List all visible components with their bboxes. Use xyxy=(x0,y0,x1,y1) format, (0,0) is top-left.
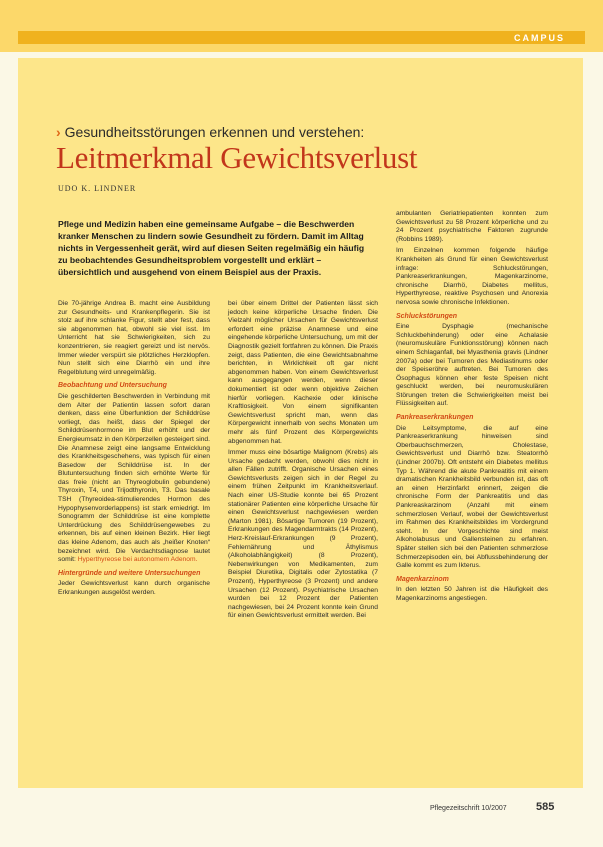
header-band xyxy=(0,0,603,52)
section-bar xyxy=(18,31,585,44)
text-column-2 xyxy=(228,300,378,624)
paragraph: Jeder Gewichtsverlust kann durch organische Erkrankungen ausgelöst werden. xyxy=(58,580,210,596)
paragraph: ambulanten Geriatriepatienten konnten zum Gewichtsverlust zu 58 Prozent körperliche und zu 24 Prozent psychiatrische Faktoren zugrunde (Robbins 1989). xyxy=(396,210,548,243)
subheading: Schluckstörungen xyxy=(396,312,458,320)
paragraph: bei über einem Drittel der Patienten lässt sich jedoch keine körperliche Ursache finden. Die Vielzahl möglicher Ursachen für Gewichtsverlust erfordert eine präzise Anamnese und eine eingehende körperliche Untersuchung, um mit der Diagnostik gezielt fortfahren zu können. Die Praxis zeigt, dass Patienten, die eine Gewichtsabnahme berichten, in Wirklichkeit oft gar nicht abgenommen haben. Von einem Gewichtsverlust kann ausgegangen werden, wenn dieser dokumentiert ist oder wenn objektive Zeichen hierfür vorliegen. Kachexie oder klinische Kraftlosigkeit. Von einem signifikanten Gewichtsverlust spricht man, wenn das Körpergewicht innerhalb von sechs Monaten um mehr als fünf Prozent des Körpergewichts abgenommen hat. xyxy=(228,300,378,445)
paragraph: In den letzten 50 Jahren ist die Häufigkeit des Magenkarzinoms angestiegen. xyxy=(396,586,548,602)
paragraph: Die 70-jährige Andrea B. macht eine Ausbildung zur Gesundheits- und Krankenpflegerin. Sie ist stolz auf ihre schlanke Figur, stellt aber fest, dass sie abgenommen hat, obwohl sie viel isst. Im Unterricht hat sie Schwierigkeiten, sich zu konzentrieren, sie reagiert gereizt und ist nervös. Immer wieder verspürt sie plötzliches Herzklopfen. Nun stellt sich eine Diarrhö ein und ihre Regelblutung wird unregelmäßig. xyxy=(58,300,210,376)
author: UDO K. LINDNER xyxy=(58,184,137,193)
page-number: 585 xyxy=(536,801,555,813)
chevron-right-icon: › xyxy=(56,124,61,140)
paragraph: Im Einzelnen kommen folgende häufige Krankheiten als Grund für einen Gewichtsverlust infrage: Schluckstörungen, Pankreaserkrankungen, Magenkarzinome, chronische Diarrhö, Diabetes mellitus, Hyperthyreose, reaktive Psychosen und Anorexia nervosa sowie chronische Infektionen. xyxy=(396,247,548,306)
subheading: Beobachtung und Untersuchung xyxy=(58,382,167,390)
journal-footer: Pflegezeitschrift 10/2007 xyxy=(430,805,507,812)
subheading: Hintergründe und weitere Untersuchungen xyxy=(58,569,201,577)
text-column-1 xyxy=(58,300,210,601)
subheading: Pankreaserkrankungen xyxy=(396,414,474,422)
paragraph-text: Die geschilderten Beschwerden in Verbindung mit dem Alter der Patientin lassen sofort daran denken, dass eine Überfunktion der Schilddrüse vorliegt, das heißt, dass der Spiegel der Schilddrüsenhormone im Blut erhöht und der Energieumsatz in den Körperzellen gesteigert sind. Die Anamnese zeigt eine langsame Entwicklung des Krankheitsgeschehens, was typisch für einen Basedow der Schilddrüse ist. In der Blutuntersuchung finden sich erhöhte Werte für das freie (nicht an Thyreoglobulin gebundene) Thyroxin, T4, und Trijodthyronin, T3. Das basale TSH (Thyreoidea-stimulierendes Hormon des Hypophysenvorderlappens) ist stark erniedrigt. Im Sonogramm der Schilddrüse ist eine komplette Unterdrückung des Schilddrüsengewebes zu erkennen, bis auf einen kleinen Bezirk. Hier liegt das kleine Adenom, das auch als „heißer Knoten“ bezeichnet wird. Die Verdachtsdiagnose lautet somit: xyxy=(58,392,210,564)
kicker xyxy=(56,124,364,140)
kicker-text: Gesundheitsstörungen erkennen und verstehen: xyxy=(64,124,365,140)
highlighted-diagnosis: Hyperthyreose bei autonomem Adenom. xyxy=(77,556,198,564)
paragraph: Die Leitsymptome, die auf eine Pankreaserkrankung hinweisen sind Oberbauchschmerzen, Cholestase, Gewichtsverlust und Diarrhö bzw. Steatorrhö (Lindner 2007b). Oft entsteht ein Diabetes mellitus Typ 1. Während die akute Pankreatitis mit einem dramatischen Krankheitsbild verbunden ist, das oft an einen Herzinfarkt erinnert, zeigen die chronische Form der Pankreatitis und das Pankreaskarzinom (Anzahl mit einem schmerzlosen Verlauf, wobei der Gewichtsverlust im Rahmen des Krankheitsbildes im Vordergrund steht. In der Vorgeschichte sind meist Alkoholabusus und Gallensteinen zu erfahren. Später stellen sich bei den Patienten schmerzlose Schmerzepisoden ein, bei Abflussbehinderung der Galle kommt es zum Ikterus. xyxy=(396,424,548,570)
subheading: Magenkarzinom xyxy=(396,575,449,583)
section-label: CAMPUS xyxy=(513,33,565,43)
article-title: Leitmerkmal Gewichtsverlust xyxy=(56,140,418,175)
text-column-3 xyxy=(396,210,548,607)
paragraph xyxy=(58,393,210,565)
paragraph: Eine Dysphagie (mechanische Schluckbehinderung) oder eine Achalasie (neuromuskuläre Funktionsstörung) können nach einem Schlaganfall, bei Myasthenia gravis (Lindner 2007a) oder bei Tumoren des Mediastinums oder der Speiseröhre auftreten. Bei Tumoren des Ösophagus können eher feste Speisen nicht geschluckt werden, bei neuromuskulären Störungen treten die Schwierigkeiten meist bei Flüssigkeiten auf. xyxy=(396,323,548,408)
paragraph: Immer muss eine bösartige Malignom (Krebs) als Ursache gedacht werden, obwohl dies nicht in allen Fällen zutrifft. Organische Ursachen eines Gewichtsverlusts zeigen sich in der Regel zu einem frühen Zeitpunkt im Krankheitsverlauf. Nach einer US-Studie konnte bei 65 Prozent stationärer Patienten eine körperliche Ursache für einen Gewichtsverlust nachgewiesen werden (Marton 1981). Bösartige Tumoren (19 Prozent), Erkrankungen des Magendarmtrakts (14 Prozent), Herz-Kreislauf-Erkrankungen (9 Prozent), Fehlernährung und Äthylismus (Alkoholabhängigkeit) (8 Prozent), Nebenwirkungen von Medikamenten, zum Beispiel Diuretika, Digitalis oder Zytostatika (7 Prozent), Hyperthyreose (3 Prozent) und andere Ursachen (12 Prozent). Psychiatrische Ursachen wurden bei 12 Prozent der Patienten nachgewiesen, bei 24 Prozent konnte kein Grund für einen Gewichtsverlust ermittelt werden. Bei xyxy=(228,449,378,620)
lead-paragraph: Pflege und Medizin haben eine gemeinsame Aufgabe – die Beschwerden kranker Menschen zu lindern sowie Gesundheit zu fördern. Damit im Alltag nichts in Vergessenheit gerät, wird auf diesen Seiten regelmäßig ein häufig zu beobachtendes Gesundheitsproblem vorgestellt und erklärt – übersichtlich und ausgehend von einem Beispiel aus der Praxis. xyxy=(58,219,365,277)
